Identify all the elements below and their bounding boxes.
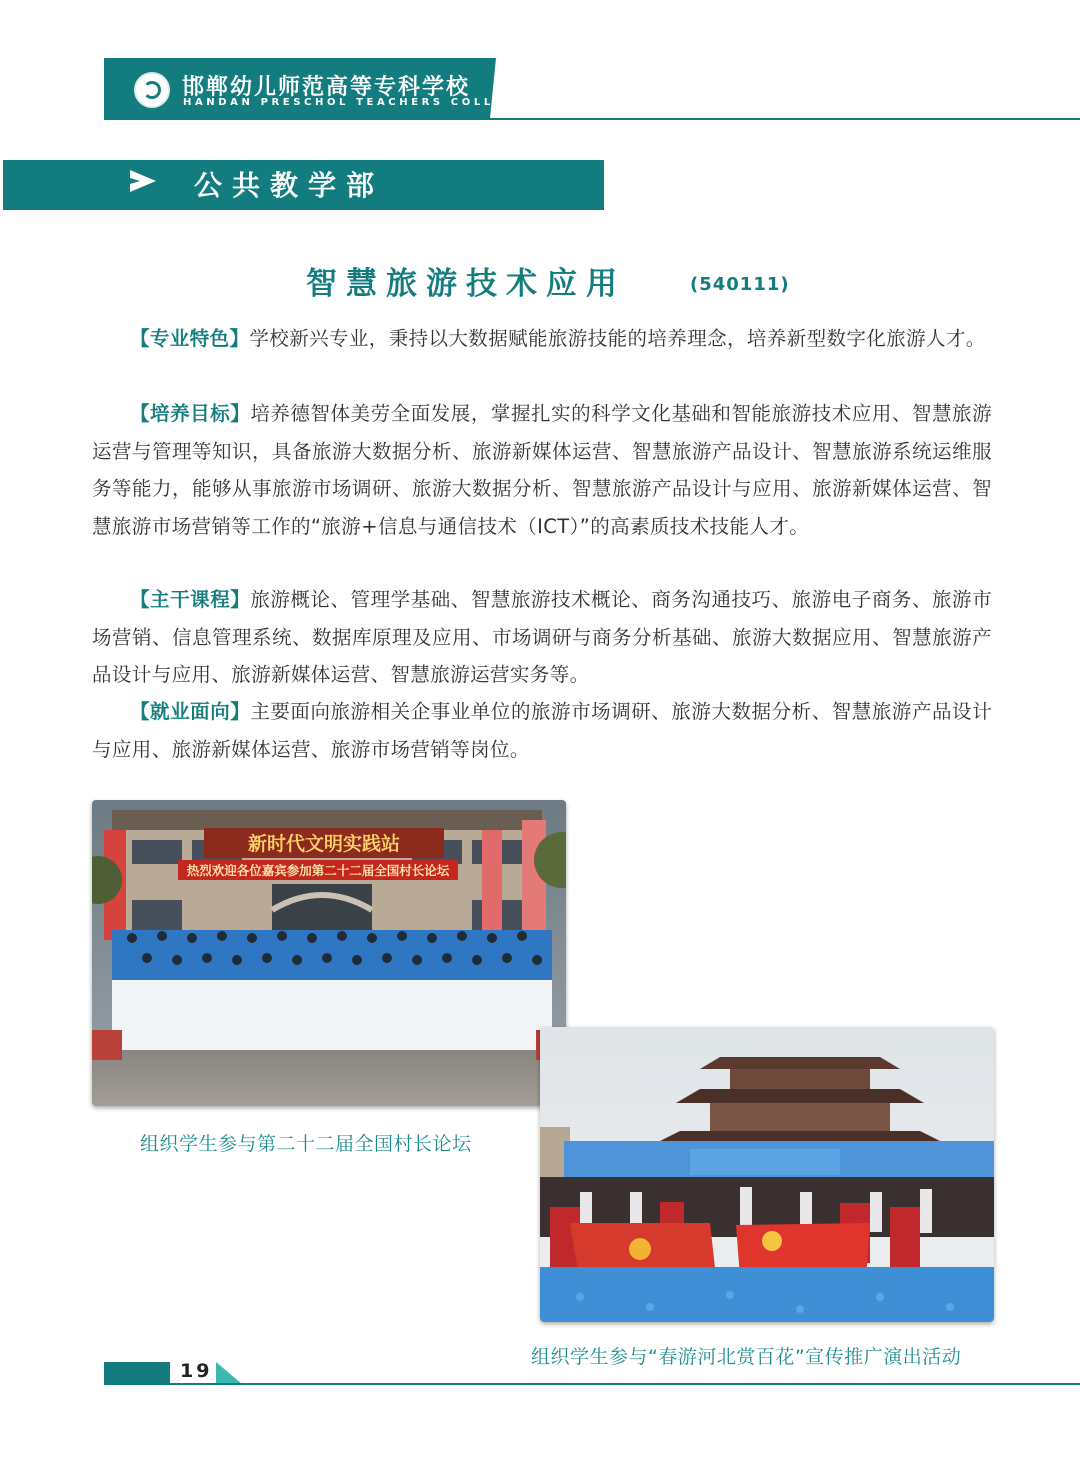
section-title: 公共教学部 [194,169,385,202]
paragraph-text: 旅游概论、管理学基础、智慧旅游技术概论、商务沟通技巧、旅游电子商务、旅游市场营销、信息管理系统、数据库原理及应用、市场调研与商务分析基础、旅游大数据应用、智慧旅游产品设计与应用、旅游新媒体运营、智慧旅游运营实务等。 [92,588,992,686]
photo-village-forum [92,800,566,1106]
paragraph-tag: 【培养目标】 [130,402,251,425]
program-title: 智慧旅游技术应用 [306,266,626,302]
photo-caption: 组织学生参与“春游河北赏百花”宣传推广演出活动 [531,1346,962,1368]
paragraph-courses [92,581,992,694]
paragraph-text: 主要面向旅游相关企事业单位的旅游市场调研、旅游大数据分析、智慧旅游产品设计与应用、旅游新媒体运营、旅游市场营销等岗位。 [92,700,992,761]
paragraph-text: 培养德智体美劳全面发展，掌握扎实的科学文化基础和智能旅游技术应用、智慧旅游运营与管理等知识，具备旅游大数据分析、旅游新媒体运营、智慧旅游产品设计、智慧旅游系统运维服务等能力，能够从事旅游市场调研、旅游大数据分析、智慧旅游产品设计与应用、旅游新媒体运营、智慧旅游市场营销等工作的“旅游+信息与通信技术（ICT）”的高素质技术技能人才。 [92,402,992,538]
paragraph-careers [92,693,992,768]
photo-spring-tour [540,1027,994,1322]
paragraph-features [92,320,992,358]
footer-divider [104,1383,1080,1385]
program-code: (540111) [690,274,790,295]
page-number: 19 [180,1360,213,1382]
paragraph-tag: 【专业特色】 [130,327,250,350]
school-name-cn: 邯郸幼儿师范高等专科学校 [182,74,471,100]
paragraph-goals [92,395,992,545]
footer-triangle [216,1362,242,1384]
header-divider [104,118,1080,120]
arrow-right-icon [130,170,156,192]
paragraph-tag: 【主干课程】 [130,588,251,611]
photo-sign-text: 新时代文明实践站 [247,833,401,855]
school-name-en: HANDAN PRESCHOL TEACHERS COLLEGE [183,97,527,108]
paragraph-text: 学校新兴专业，秉持以大数据赋能旅游技能的培养理念，培养新型数字化旅游人才。 [249,327,986,350]
photo-banner-text: 热烈欢迎各位嘉宾参加第二十二届全国村长论坛 [186,863,450,878]
photo-caption: 组织学生参与第二十二届全国村长论坛 [140,1133,472,1155]
photo-village-forum-image [92,800,566,1106]
paragraph-tag: 【就业面向】 [130,700,251,723]
header-accent [490,58,496,118]
photo-spring-tour-image [540,1027,994,1322]
footer-block [104,1362,170,1384]
school-logo-icon [134,72,170,108]
